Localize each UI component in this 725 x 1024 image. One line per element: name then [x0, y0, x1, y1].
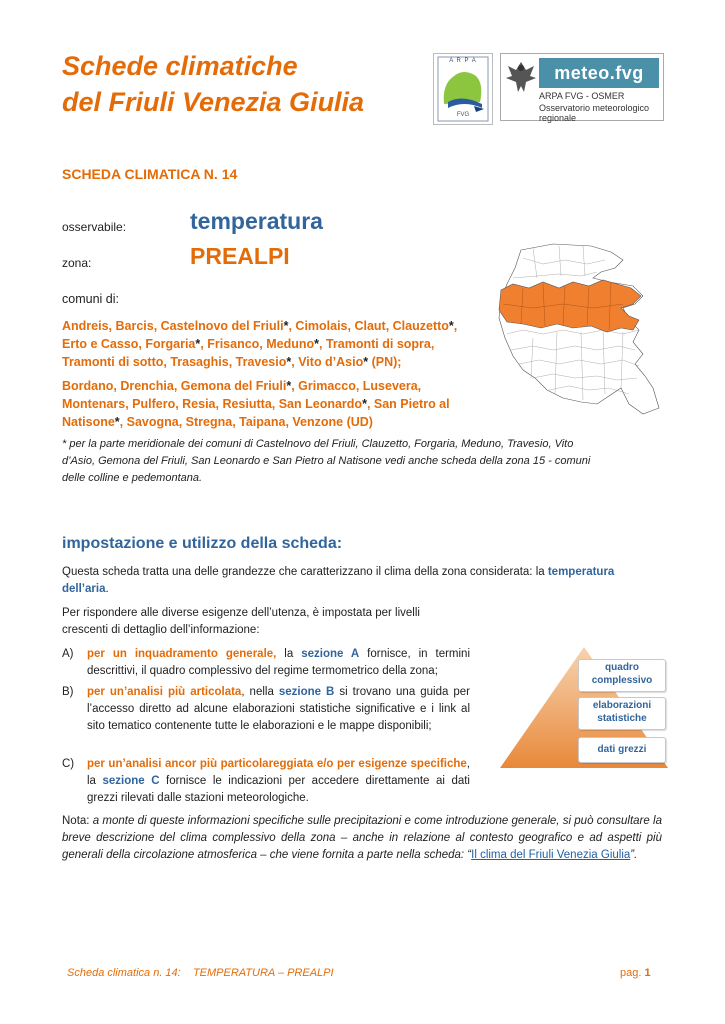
arpa-logo-top-text: A R P A	[449, 58, 477, 64]
clima-fvg-link[interactable]: Il clima del Friuli Venezia Giulia	[471, 849, 631, 861]
footer-title: Scheda climatica n. 14: TEMPERATURA – PREALPI	[67, 967, 334, 979]
list-highlight: per un inquadramento generale,	[87, 648, 277, 660]
intro-highlight: temperatura	[547, 566, 615, 578]
comuni-ud-list	[62, 377, 482, 431]
comuni-pn-list	[62, 317, 482, 371]
page-label: pag.	[620, 967, 642, 979]
comuni-text: (PN);	[368, 355, 402, 369]
comuni-text: ,	[453, 319, 458, 333]
pyramid-level-2	[578, 697, 666, 730]
list-item-a	[62, 646, 470, 680]
list-text: , la	[87, 758, 470, 787]
comuni-ud-line-3	[62, 413, 482, 431]
asterisk: *	[195, 337, 201, 351]
list-highlight: per un’analisi ancor più particolareggiata e/o per esigenze specifiche	[87, 758, 467, 770]
footnote-line: delle colline e pedemontana.	[62, 472, 203, 484]
comuni-ud-line-2	[62, 395, 482, 413]
list-letter: C)	[62, 758, 75, 770]
list-highlight: per un’analisi più articolata	[87, 686, 242, 698]
pyramid-label: elaborazioni	[592, 700, 652, 711]
list-letter: B)	[62, 686, 74, 698]
list-text: si trovano una guida per l’accesso diretto ad alcune elaborazioni statistiche significative e i link al sito tematico contenente tutte le elaborazioni e le mappe disponibili;	[87, 686, 470, 732]
comuni-text: Bordano, Drenchia, Gemona del Friuli	[62, 379, 287, 393]
intro-paragraph	[62, 564, 662, 598]
section-ref: sezione A	[301, 648, 360, 660]
arpa-logo-bottom-text: FVG	[456, 112, 470, 118]
meteo-sub-1: ARPA FVG - OSMER	[539, 91, 625, 101]
comuni-label: comuni di:	[62, 292, 119, 306]
comuni-text: Natisone	[62, 415, 115, 429]
page-title	[62, 48, 364, 120]
list-text: , nella	[241, 686, 279, 698]
comuni-pn-line-3	[62, 353, 482, 371]
comuni-text: Montenars, Pulfero, Resia, Resiutta, San Leonardo	[62, 397, 363, 411]
pyramid-label: statistiche	[597, 713, 647, 724]
pyramid-label: complessivo	[591, 675, 653, 686]
pyramid-level-3	[578, 737, 666, 763]
list-item-b	[62, 684, 470, 735]
list-text: fornisce, in termini descrittivi, il quadro complessivo del regime termometrico della zona;	[87, 648, 470, 677]
info-pyramid	[498, 645, 670, 770]
nota-paragraph	[62, 813, 662, 864]
section-ref: sezione B	[278, 686, 335, 698]
comuni-text: , Savogna, Stregna, Taipana, Venzone (UD)	[119, 415, 373, 429]
nota-suffix: ”.	[630, 849, 638, 861]
asterisk: *	[363, 355, 369, 369]
comuni-text: Erto e Casso, Forgaria	[62, 337, 196, 351]
levels-paragraph	[62, 605, 482, 639]
list-text: la	[276, 648, 302, 660]
asterisk: *	[286, 355, 292, 369]
comuni-text: , Tramonti di sopra,	[319, 337, 435, 351]
list-item-c	[62, 756, 470, 807]
intro-text: Questa scheda tratta una delle grandezze che caratterizzano il clima della zona considerata: la	[62, 566, 548, 578]
meteo-fvg-wordmark: meteo.fvg	[539, 58, 659, 88]
comuni-pn-line-2	[62, 335, 482, 353]
observable-value: temperatura	[190, 208, 323, 234]
levels-text: Per rispondere alle diverse esigenze dell’utenza, è impostata per livelli	[62, 607, 420, 619]
footnote-line: d’Asio, Gemona del Friuli, San Leonardo e San Pietro al Natisone vedi anche scheda della zona 15 - comuni	[62, 455, 591, 467]
asterisk: *	[283, 319, 289, 333]
intro-highlight: dell’aria	[62, 583, 106, 595]
asterisk: *	[114, 415, 120, 429]
page-number: 1	[644, 967, 651, 979]
comuni-text: , Frisanco, Meduno	[200, 337, 315, 351]
section-heading: impostazione e utilizzo della scheda:	[62, 535, 343, 552]
title-line-2: del Friuli Venezia Giulia	[62, 87, 365, 117]
pyramid-level-1	[578, 659, 666, 692]
comuni-text: , Grimacco, Lusevera,	[291, 379, 422, 393]
asterisk: *	[286, 379, 292, 393]
arpa-logo	[433, 53, 493, 125]
nota-text: a monte di queste informazioni specifiche sulle precipitazioni e come introduzione generale, si può consultare la breve descrizione del clima complessivo della zona – anche in relazione al contesto geografico e ad aspetti più generali della circolazione atmosferica – che viene fornita a parte nella scheda: “	[62, 815, 662, 861]
asterisk: *	[314, 337, 320, 351]
asterisk: *	[448, 319, 454, 333]
footnote	[62, 436, 662, 487]
footer-page	[620, 967, 651, 979]
eagle-icon	[504, 58, 538, 98]
map-region-outline	[499, 244, 659, 414]
comuni-ud-line-1	[62, 377, 482, 395]
levels-text: crescenti di dettaglio dell’informazione:	[62, 624, 260, 636]
pyramid-label: quadro	[605, 662, 639, 673]
observable-label: osservabile:	[62, 220, 127, 234]
intro-text: .	[105, 583, 109, 595]
zone-label: zona:	[62, 256, 92, 270]
comuni-text: , Vito d’Asio	[291, 355, 364, 369]
zone-map	[493, 238, 663, 438]
meteo-fvg-logo	[500, 53, 664, 121]
comuni-text: , San Pietro al	[366, 397, 450, 411]
meteo-sub-2: Osservatorio meteorologico regionale	[539, 103, 650, 123]
list-letter: A)	[62, 648, 74, 660]
scheda-number: SCHEDA CLIMATICA N. 14	[62, 166, 238, 182]
list-text: fornisce le indicazioni per accedere direttamente ai dati grezzi rilevati dalle stazioni meteorologiche.	[87, 775, 470, 804]
asterisk: *	[362, 397, 367, 411]
zone-value: PREALPI	[190, 243, 290, 269]
comuni-pn-line-1	[62, 317, 482, 335]
footnote-line: * per la parte meridionale dei comuni di Castelnovo del Friuli, Clauzetto, Forgaria, Meduno, Travesio, Vito	[62, 438, 574, 450]
section-ref: sezione C	[102, 775, 160, 787]
nota-prefix: Nota:	[62, 815, 90, 827]
pyramid-label: dati grezzi	[597, 744, 647, 755]
comuni-text: , Cimolais, Claut, Clauzetto	[288, 319, 449, 333]
comuni-text: Andreis, Barcis, Castelnovo del Friuli	[62, 319, 284, 333]
comuni-text: Tramonti di sotto, Trasaghis, Travesio	[62, 355, 287, 369]
title-line-1: Schede climatiche	[62, 51, 298, 81]
